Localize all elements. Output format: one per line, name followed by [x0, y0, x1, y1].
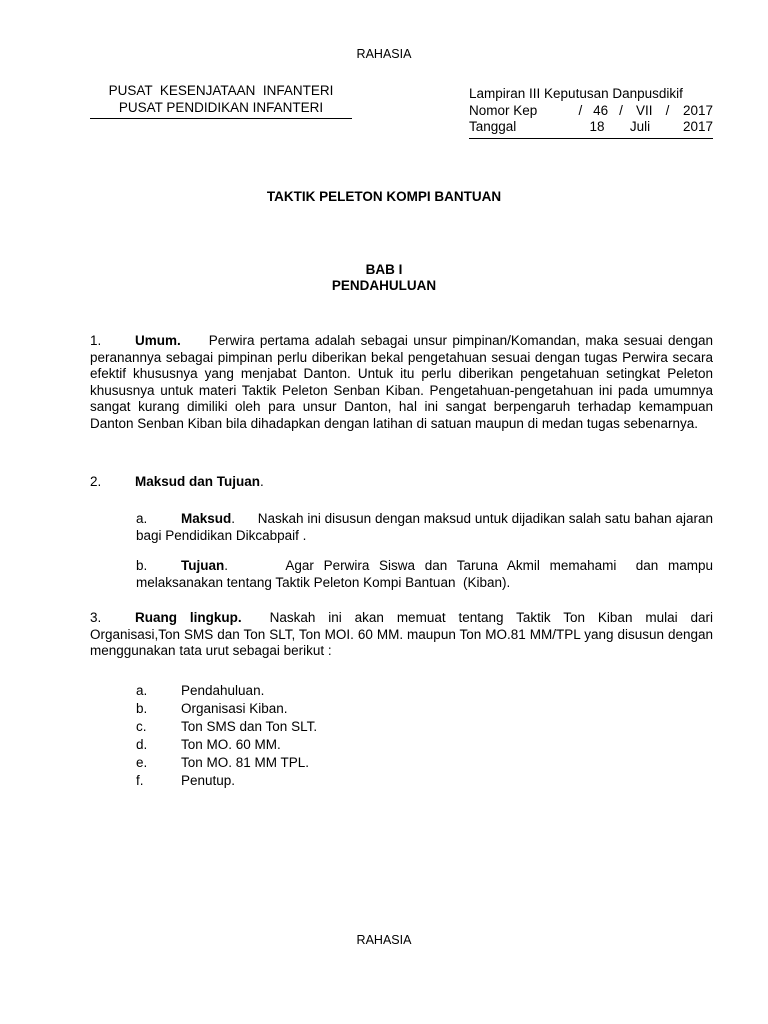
list-item [136, 682, 317, 700]
list-item-text: Ton SMS dan Ton SLT. [181, 719, 318, 734]
tanggal-year: 2017 [682, 119, 713, 134]
section-1-heading: Umum. [135, 333, 181, 348]
issuer-line-2: PUSAT PENDIDIKAN INFANTERI [118, 99, 324, 115]
section-2a-text: . Naskah ini disusun dengan maksud untuk dijadikan salah satu bahan ajaran bagi Pendidikan Dikcabpaif . [136, 511, 717, 543]
section-2b-paragraph [136, 558, 717, 591]
list-item-label: c. [136, 719, 147, 734]
section-3-number: 3. [90, 610, 102, 625]
list-item-label: b. [136, 701, 148, 716]
scope-list [136, 682, 317, 790]
footer-classification: RAHASIA [356, 933, 412, 947]
issuer-underline [90, 118, 352, 119]
tanggal-label: Tanggal [469, 119, 517, 134]
section-2b-label: b. [136, 558, 148, 573]
chapter-title: PENDAHULUAN [331, 278, 437, 293]
list-item-text: Ton MO. 60 MM. [181, 737, 281, 752]
nomor-month: VII [636, 102, 653, 118]
list-item-label: d. [136, 737, 148, 752]
section-1-number: 1. [90, 333, 102, 348]
document-title: TAKTIK PELETON KOMPI BANTUAN [266, 189, 502, 204]
issuer-block [90, 83, 352, 119]
list-item-label: f. [136, 773, 144, 788]
nomor-number: 46 [593, 102, 609, 118]
attachment-underline [469, 138, 713, 139]
header-classification: RAHASIA [356, 47, 412, 61]
list-item [136, 754, 317, 772]
section-2b-heading: Tujuan [181, 558, 225, 573]
section-2a-paragraph [136, 511, 717, 544]
attachment-line-1: Lampiran III Keputusan Danpusdikif [469, 86, 683, 101]
section-2a-heading: Maksud [181, 511, 232, 526]
section-2-heading: Maksud dan Tujuan [135, 474, 261, 489]
nomor-sep-3: / [665, 102, 670, 118]
section-1-text: Perwira pertama adalah sebagai unsur pimpinan/Komandan, maka sesuai dengan peranannya sebagai pimpinan perlu diberikan bekal pengetahuan sesuai dengan tugas Perwira secara efektif khususnya yang menjabat Danton. Untuk itu perlu diberikan pengetahuan setingkat Peleton khususnya untuk materi Taktik Peleton Senban Kiban. Pengetahuan-pengetahuan ini pada umumnya sangat kurang dimiliki oleh para unsur Danton, hal ini sangat berpengaruh terhadap kemampuan Danton Senban Kiban bila dihadapkan dengan latihan di satuan maupun di medan tugas sebenarnya. [90, 333, 713, 431]
attachment-nomor-row [469, 103, 713, 120]
tanggal-month: Juli [629, 119, 651, 134]
list-item-text: Penutup. [181, 773, 236, 788]
list-item-text: Ton MO. 81 MM TPL. [181, 755, 310, 770]
attachment-tanggal-row [469, 119, 713, 136]
issuer-line-1: PUSAT KESENJATAAN INFANTERI [108, 83, 334, 98]
chapter-label: BAB I [365, 262, 403, 277]
tanggal-day: 18 [589, 119, 605, 134]
section-3-heading: Ruang lingkup. [135, 610, 242, 625]
section-2b-text: . Agar Perwira Siswa dan Taruna Akmil memahami dan mampu melaksanakan tentang Taktik Peleton Kompi Bantuan (Kiban). [136, 558, 717, 590]
section-3-text: Naskah ini akan memuat tentang Taktik Ton Kiban mulai dari Organisasi,Ton SMS dan Ton SLT, Ton MOI. 60 MM. maupun Ton MO.81 MM/TPL yang disusun dengan menggunakan tata urut sebagai berikut : [90, 610, 713, 658]
list-item [136, 700, 317, 718]
nomor-sep-1: / [578, 102, 583, 118]
list-item [136, 718, 317, 736]
section-2-number: 2. [90, 474, 102, 489]
list-item-text: Organisasi Kiban. [181, 701, 288, 716]
list-item [136, 736, 317, 754]
nomor-year: 2017 [682, 102, 714, 118]
section-3-paragraph [90, 610, 713, 660]
list-item [136, 772, 317, 790]
list-item-label: a. [136, 683, 148, 698]
section-2a-label: a. [136, 511, 148, 526]
section-1-paragraph [90, 333, 713, 432]
nomor-label: Nomor Kep [469, 102, 538, 118]
list-item-label: e. [136, 755, 148, 770]
list-item-text: Pendahuluan. [181, 683, 265, 698]
nomor-sep-2: / [619, 102, 623, 118]
section-2-heading-line [90, 474, 713, 491]
attachment-block [469, 86, 713, 139]
section-2-heading-end: . [260, 474, 264, 489]
